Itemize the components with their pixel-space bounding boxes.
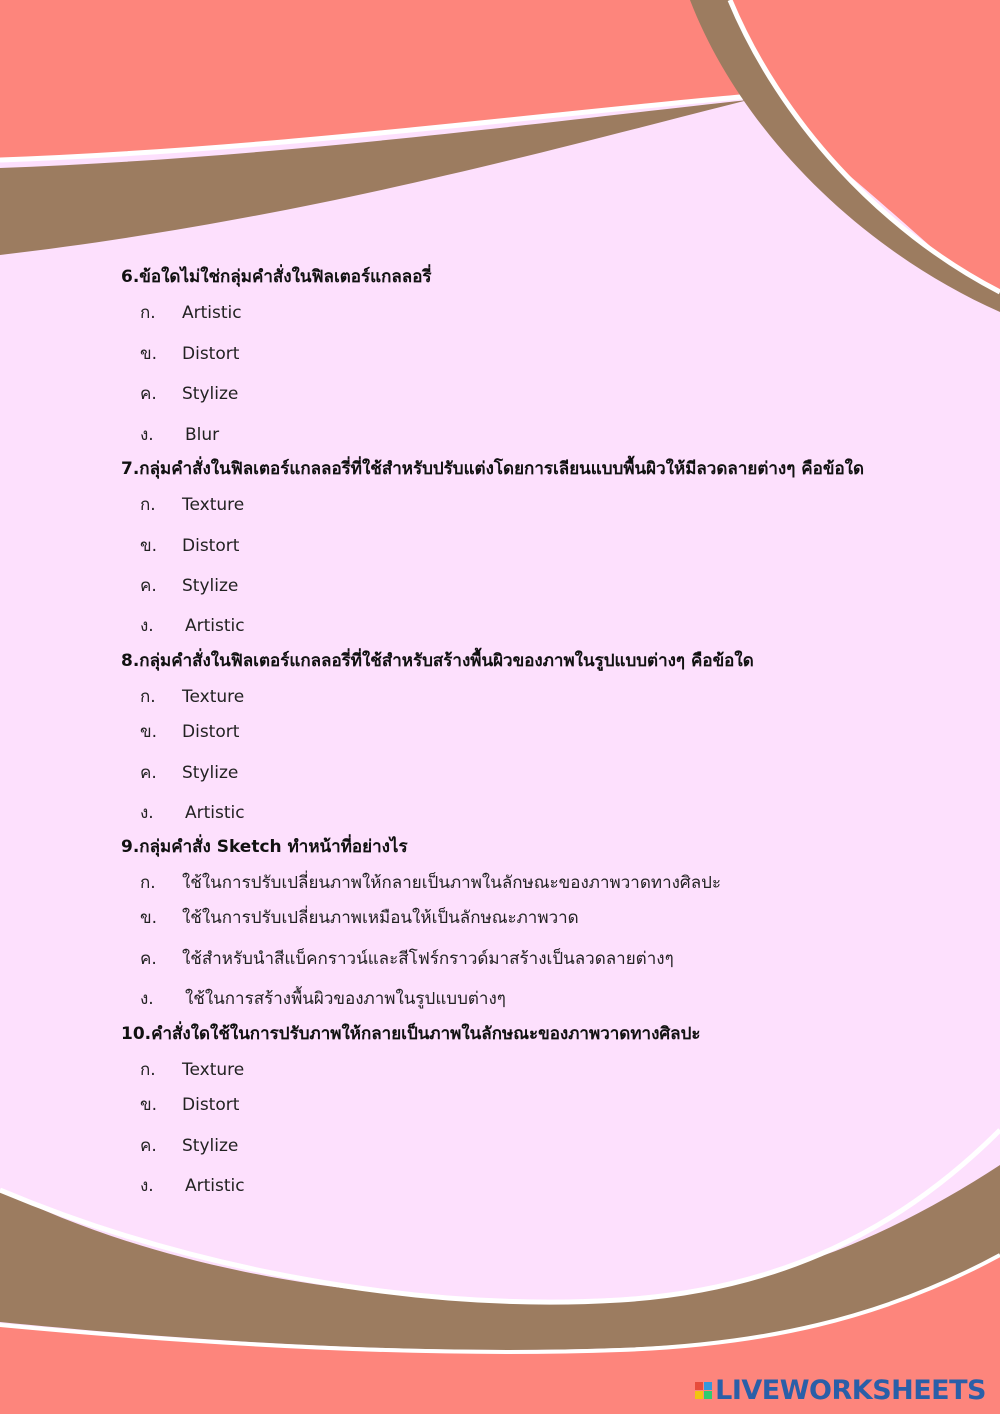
- option-letter: ก.: [140, 873, 156, 893]
- option[interactable]: [140, 421, 219, 448]
- option-text: Artistic: [185, 1176, 245, 1196]
- option[interactable]: [140, 572, 238, 599]
- option-letter: ง.: [140, 989, 154, 1009]
- option[interactable]: [140, 612, 245, 639]
- option[interactable]: [140, 532, 239, 559]
- liveworksheets-logo[interactable]: [695, 1375, 986, 1406]
- option[interactable]: [140, 1172, 245, 1199]
- option[interactable]: [140, 340, 239, 367]
- option-letter: ง.: [140, 425, 154, 445]
- option[interactable]: [140, 945, 674, 972]
- option-text: Distort: [182, 536, 240, 556]
- option-text: Distort: [182, 1095, 240, 1115]
- option-letter: ง.: [140, 803, 154, 823]
- option[interactable]: [140, 869, 721, 896]
- option-letter: ค.: [140, 576, 157, 596]
- option-letter: ก.: [140, 687, 156, 707]
- option-letter: ง.: [140, 1176, 154, 1196]
- option-text: Distort: [182, 344, 240, 364]
- option-letter: ค.: [140, 384, 157, 404]
- option-letter: ค.: [140, 763, 157, 783]
- option-letter: ก.: [140, 495, 156, 515]
- option-letter: ค.: [140, 1136, 157, 1156]
- option[interactable]: [140, 1132, 238, 1159]
- question-7: 7.กลุ่มคำสั่งในฟิลเตอร์แกลลอรี่ที่ใช้สำหรับปรับแต่งโดยการเลียนแบบพื้นผิวให้มีลวดลายต่างๆ คือข้อใด: [121, 459, 865, 479]
- option-text: Artistic: [185, 616, 245, 636]
- option[interactable]: [140, 904, 579, 931]
- option-letter: ข.: [140, 722, 158, 742]
- option-text: Stylize: [182, 1136, 239, 1156]
- option-text: Texture: [182, 1060, 245, 1080]
- option-letter: ข.: [140, 908, 158, 928]
- option-letter: ก.: [140, 1060, 156, 1080]
- option-letter: ข.: [140, 1095, 158, 1115]
- option-text: Artistic: [182, 303, 242, 323]
- option[interactable]: [140, 985, 506, 1012]
- option-text: Stylize: [182, 763, 239, 783]
- question-6: 6.ข้อใดไม่ใช่กลุ่มคำสั่งในฟิลเตอร์แกลลอรี่: [121, 267, 432, 287]
- option-letter: ข.: [140, 536, 158, 556]
- option[interactable]: [140, 683, 244, 710]
- option-text: ใช้ในการปรับเปลี่ยนภาพให้กลายเป็นภาพในลักษณะของภาพวาดทางศิลปะ: [182, 873, 722, 893]
- option-text: ใช้ในการสร้างพื้นผิวของภาพในรูปแบบต่างๆ: [185, 989, 506, 1009]
- option-text: ใช้ในการปรับเปลี่ยนภาพเหมือนให้เป็นลักษณะภาพวาด: [182, 908, 579, 928]
- option-text: Stylize: [182, 576, 239, 596]
- option-text: Texture: [182, 495, 245, 515]
- option-text: Texture: [182, 687, 245, 707]
- option[interactable]: [140, 491, 244, 518]
- question-8: 8.กลุ่มคำสั่งในฟิลเตอร์แกลลอรี่ที่ใช้สำหรับสร้างพื้นผิวของภาพในรูปแบบต่างๆ คือข้อใด: [121, 651, 754, 671]
- option[interactable]: [140, 759, 238, 786]
- option-text: ใช้สำหรับนำสีแบ็คกราวน์และสีโฟร์กราวด์มาสร้างเป็นลวดลายต่างๆ: [182, 949, 674, 969]
- option[interactable]: [140, 799, 245, 826]
- logo-text: LIVEWORKSHEETS: [715, 1375, 986, 1406]
- option-text: Blur: [185, 425, 220, 445]
- logo-mark-icon: [695, 1382, 712, 1399]
- option-letter: ง.: [140, 616, 154, 636]
- option-letter: ก.: [140, 303, 156, 323]
- option[interactable]: [140, 718, 239, 745]
- option-text: Stylize: [182, 384, 239, 404]
- option-text: Distort: [182, 722, 240, 742]
- option[interactable]: [140, 1091, 239, 1118]
- option[interactable]: [140, 380, 238, 407]
- option-letter: ค.: [140, 949, 157, 969]
- option[interactable]: [140, 1056, 244, 1083]
- option[interactable]: [140, 299, 242, 326]
- option-letter: ข.: [140, 344, 158, 364]
- question-10: 10.คำสั่งใดใช้ในการปรับภาพให้กลายเป็นภาพในลักษณะของภาพวาดทางศิลปะ: [121, 1024, 701, 1044]
- option-text: Artistic: [185, 803, 245, 823]
- question-9: 9.กลุ่มคำสั่ง Sketch ทำหน้าที่อย่างไร: [121, 837, 408, 857]
